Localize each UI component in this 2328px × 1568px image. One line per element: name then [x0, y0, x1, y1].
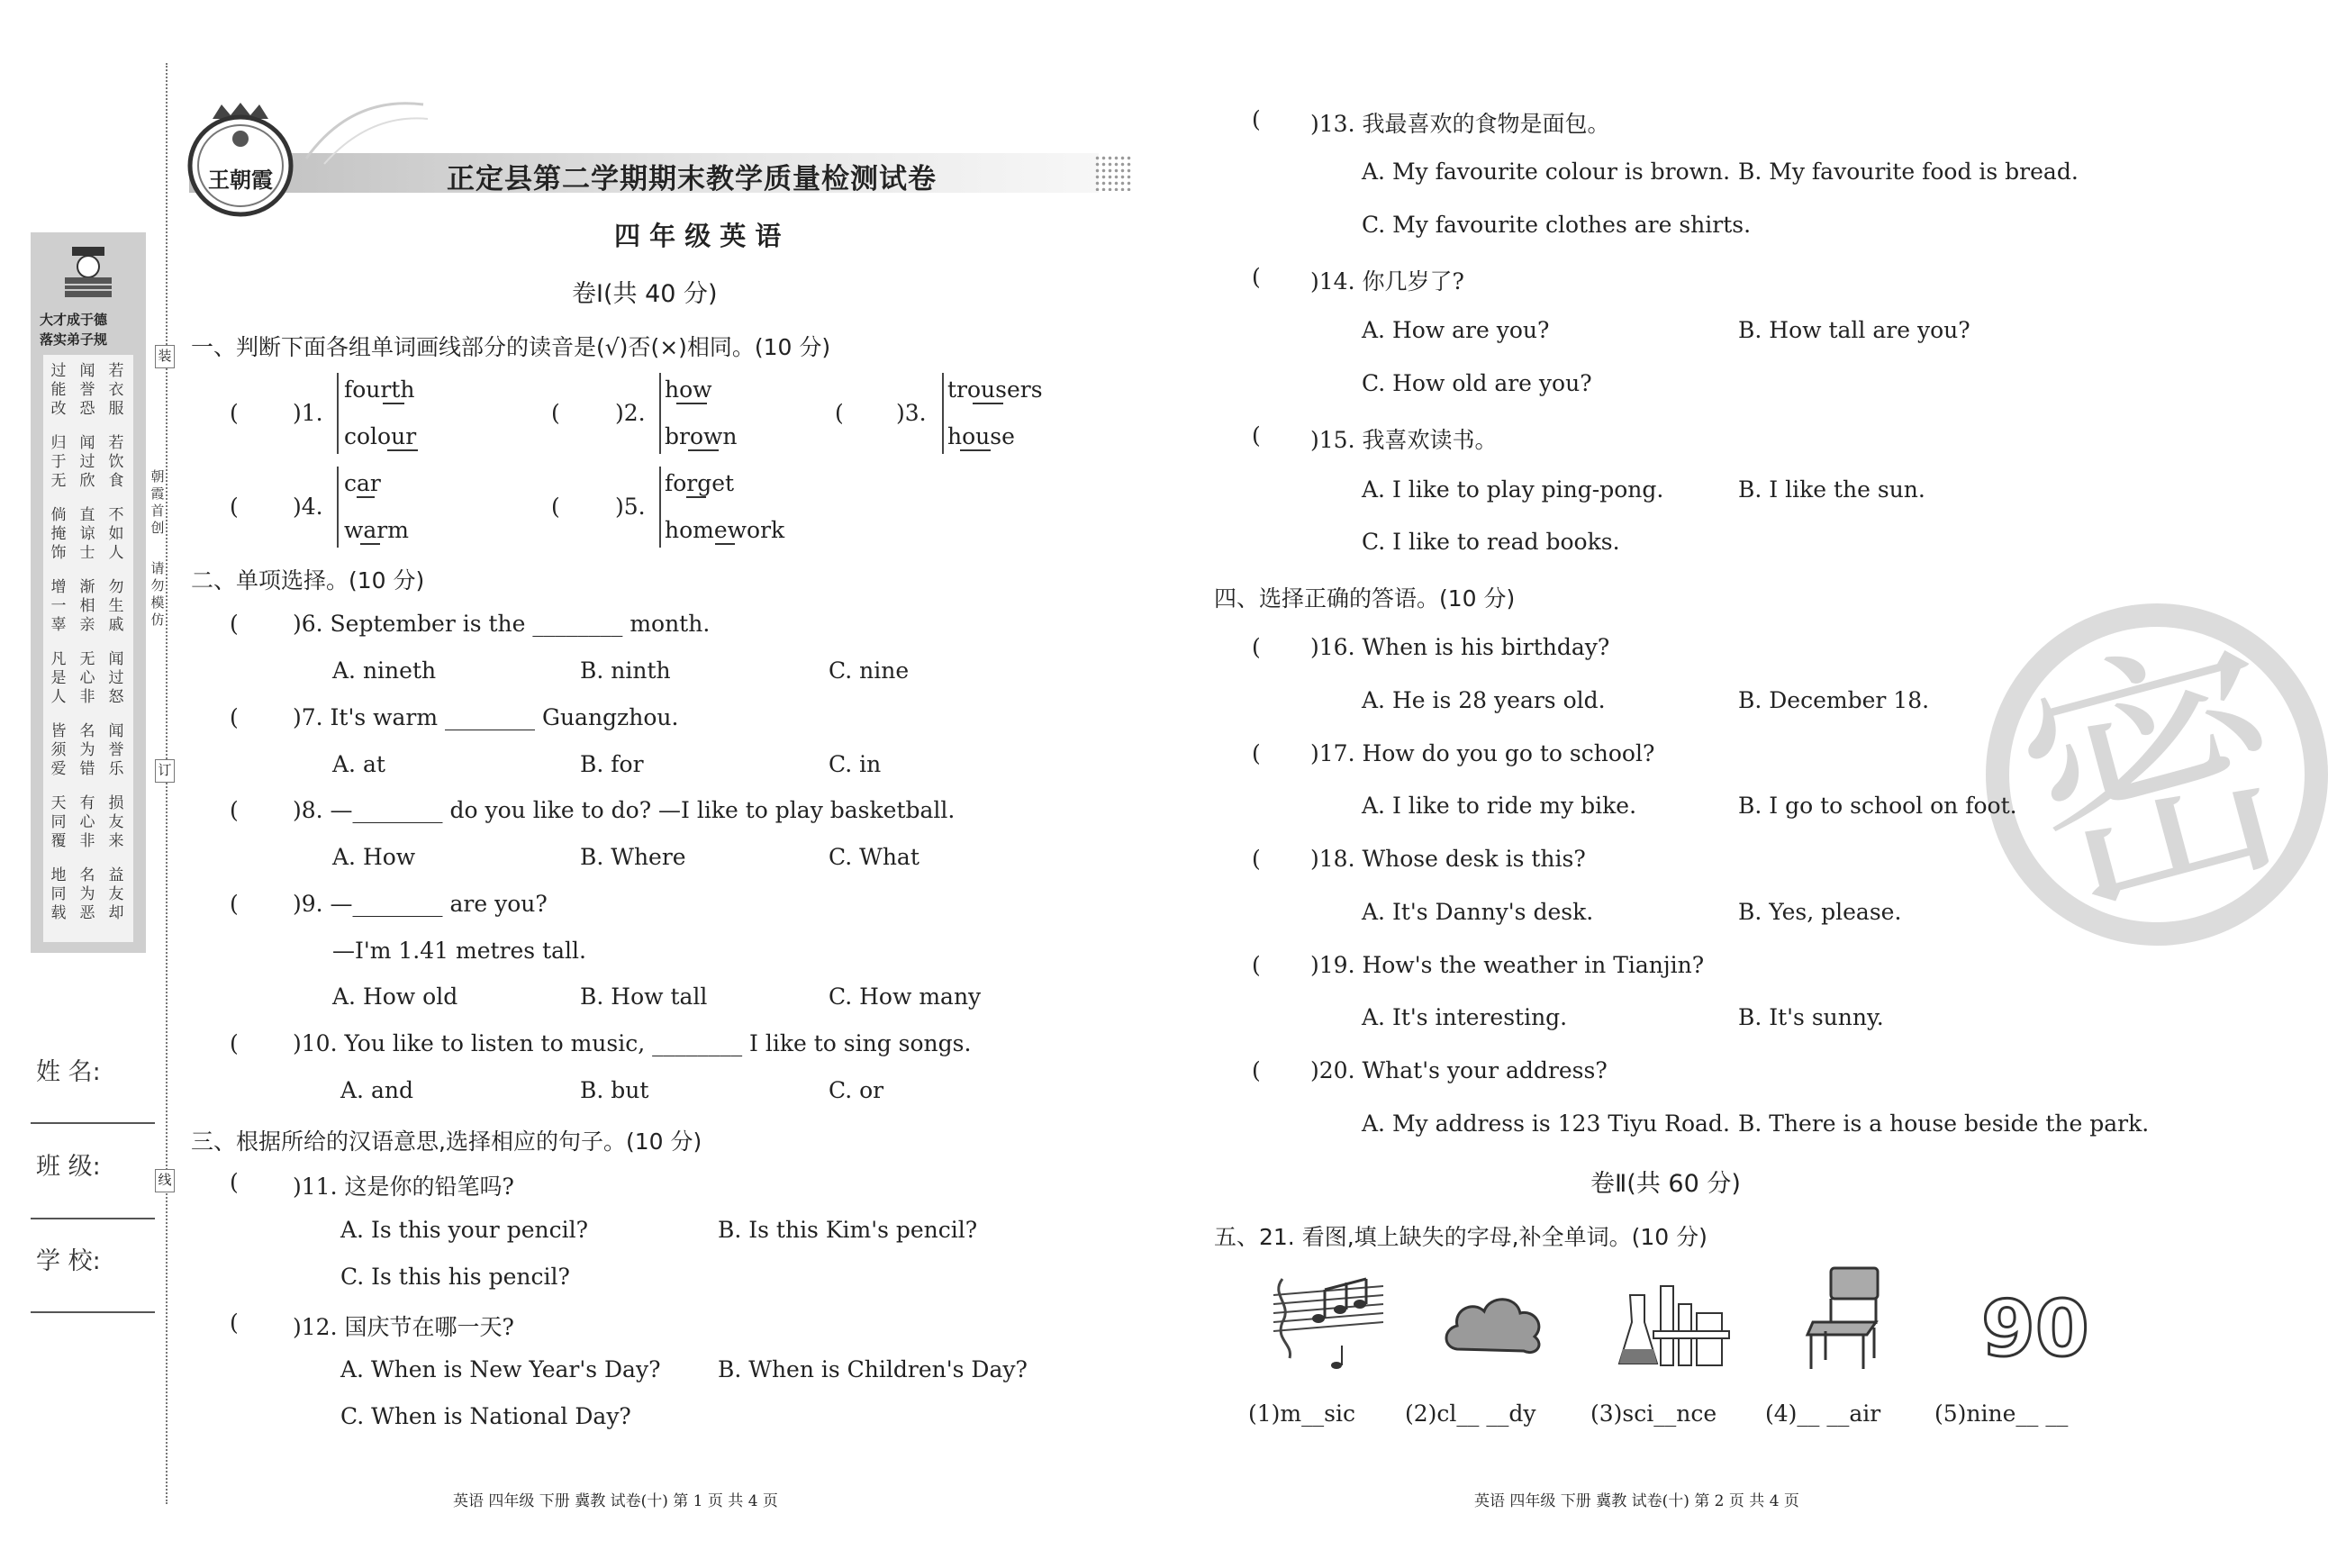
q13-option-b: B. My favourite food is bread. — [1738, 159, 2079, 185]
q6-option-b: B. ninth — [580, 657, 671, 684]
maxim-column: 有心非 — [79, 794, 95, 850]
q2-bracket — [659, 373, 661, 454]
maxim-column: 名为恶 — [79, 866, 95, 922]
q6-text: )6. September is the ________ month. — [293, 611, 711, 637]
q5-bracket — [659, 467, 661, 548]
q14-option-b: B. How tall are you? — [1738, 317, 1970, 343]
maxim-column: 天同覆 — [50, 794, 67, 850]
maxims-box — [43, 355, 133, 942]
q19-option-a: A. It's interesting. — [1362, 1004, 1568, 1030]
school-field[interactable] — [31, 1311, 155, 1313]
maxim-column: 若饮食 — [108, 434, 124, 490]
q3-word1: trousers — [947, 376, 1043, 403]
fill-word-5: (5)nine__ __ — [1934, 1400, 2069, 1427]
q4-underline2 — [360, 543, 380, 545]
q1-underline2 — [387, 449, 418, 451]
q18-option-b: B. Yes, please. — [1738, 899, 1902, 925]
q16-text: )16. When is his birthday? — [1310, 634, 1610, 660]
q14-option-c: C. How old are you? — [1362, 370, 1592, 396]
q7-option-b: B. for — [580, 751, 644, 777]
q5-underline2 — [715, 543, 735, 545]
q11-text: )11. 这是你的铅笔吗? — [293, 1174, 514, 1200]
q12-text: )12. 国庆节在哪一天? — [293, 1314, 514, 1340]
q18-option-a: A. It's Danny's desk. — [1362, 899, 1594, 925]
maxim-column: 归于无 — [50, 434, 67, 490]
q19-text: )19. How's the weather in Tianjin? — [1310, 952, 1705, 978]
margin-note: 朝霞首创 — [150, 468, 165, 536]
q4-num: )4. — [293, 494, 323, 520]
q4-underline1 — [357, 496, 375, 498]
section1-heading: 一、判断下面各组单词画线部分的读音是(√)否(×)相同。(10 分) — [191, 334, 831, 360]
maxim-column: 不如人 — [108, 506, 124, 562]
q10-option-c: C. or — [829, 1077, 884, 1103]
watermark-char: 密 — [1992, 599, 2323, 960]
q12-option-c: C. When is National Day? — [340, 1403, 631, 1429]
maxim-column: 凡是人 — [50, 650, 67, 706]
q2-word2: brown — [665, 423, 738, 449]
q1-num: )1. — [293, 400, 323, 426]
q10-paren: ( — [230, 1030, 239, 1056]
q1-underline1 — [383, 403, 404, 404]
q13-option-c: C. My favourite clothes are shirts. — [1362, 212, 1752, 238]
q20-text: )20. What's your address? — [1310, 1057, 1608, 1083]
exam-title: 正定县第二学期期末教学质量检测试卷 — [447, 163, 937, 195]
page2-footer: 英语 四年级 下册 冀教 试卷(十) 第 2 页 共 4 页 — [1474, 1492, 1799, 1510]
banner-ribbon — [297, 95, 432, 171]
fill-word-3: (3)sci__nce — [1590, 1400, 1717, 1427]
fill-word-1: (1)m__sic — [1248, 1400, 1355, 1427]
q3-paren: ( — [835, 400, 844, 426]
q5-num: )5. — [615, 494, 646, 520]
q11-option-c: C. Is this his pencil? — [340, 1264, 570, 1290]
maxim-column: 皆须爱 — [50, 722, 67, 778]
school-label: 学 校: — [36, 1247, 101, 1275]
q11-paren: ( — [230, 1169, 239, 1195]
q9-option-c: C. How many — [829, 983, 982, 1010]
maxim-column: 地同载 — [50, 866, 67, 922]
q18-text: )18. Whose desk is this? — [1310, 846, 1586, 872]
part1-title: 卷Ⅰ(共 40 分) — [572, 280, 718, 308]
q1-paren: ( — [230, 400, 239, 426]
watermark-stamp — [1986, 599, 2328, 960]
cloud-icon — [1441, 1288, 1547, 1358]
q1-word1: fourth — [344, 376, 415, 403]
q6-paren: ( — [230, 611, 239, 637]
q1-bracket — [337, 373, 339, 454]
q3-underline1 — [973, 403, 1003, 404]
maxim-column: 勿生戚 — [108, 578, 124, 634]
q14-option-a: A. How are you? — [1362, 317, 1550, 343]
q6-option-c: C. nine — [829, 657, 910, 684]
maxim-column: 益友却 — [108, 866, 124, 922]
q15-option-b: B. I like the sun. — [1738, 476, 1925, 503]
q4-paren: ( — [230, 494, 239, 520]
q2-num: )2. — [615, 400, 646, 426]
chair-icon — [1804, 1264, 1885, 1373]
q10-option-b: B. but — [580, 1077, 649, 1103]
seal-mark-box: 装 — [155, 345, 175, 368]
q3-word2: house — [947, 423, 1015, 449]
q8-text: )8. —________ do you like to do? —I like to play basketball. — [293, 797, 956, 823]
q13-text: )13. 我最喜欢的食物是面包。 — [1310, 111, 1610, 137]
q8-paren: ( — [230, 797, 239, 823]
maxim-column: 闻过欣 — [79, 434, 95, 490]
q1-word2: colour — [344, 423, 417, 449]
margin-note: 请勿模仿 — [150, 560, 165, 628]
q12-option-b: B. When is Children's Day? — [718, 1356, 1028, 1382]
q20-option-a: A. My address is 123 Tiyu Road. — [1362, 1110, 1730, 1137]
q15-text: )15. 我喜欢读书。 — [1310, 427, 1498, 453]
sidebar-panel — [31, 232, 146, 953]
page1-footer: 英语 四年级 下册 冀教 试卷(十) 第 1 页 共 4 页 — [453, 1492, 778, 1510]
motto-line-2: 落实弟子规 — [40, 331, 108, 348]
seal-mark-box: 订 — [155, 759, 175, 783]
fill-word-4: (4)__ __air — [1765, 1400, 1881, 1427]
logo-text: 王朝霞 — [208, 167, 273, 193]
q9-option-a: A. How old — [332, 983, 458, 1010]
q14-text: )14. 你几岁了? — [1310, 268, 1464, 295]
q7-option-c: C. in — [829, 751, 882, 777]
section5-heading: 五、21. 看图,填上缺失的字母,补全单词。(10 分) — [1214, 1224, 1708, 1250]
q9-option-b: B. How tall — [580, 983, 708, 1010]
class-label: 班 级: — [36, 1153, 101, 1181]
q17-option-b: B. I go to school on foot. — [1738, 793, 2017, 819]
fill-word-2: (2)cl__ __dy — [1405, 1400, 1536, 1427]
maxim-column: 损友来 — [108, 794, 124, 850]
q10-option-a: A. and — [340, 1077, 413, 1103]
q11-option-b: B. Is this Kim's pencil? — [718, 1217, 978, 1243]
q5-paren: ( — [551, 494, 560, 520]
maxim-column: 直谅士 — [79, 506, 95, 562]
logo-badge — [186, 101, 295, 218]
q17-paren: ( — [1252, 740, 1261, 766]
q11-option-a: A. Is this your pencil? — [340, 1217, 588, 1243]
q13-paren: ( — [1252, 106, 1261, 132]
number-90-image: 90 — [1981, 1284, 2089, 1374]
q3-underline2 — [960, 449, 991, 451]
dotted-binding-line — [166, 63, 168, 1504]
seal-mark-box: 线 — [155, 1169, 175, 1192]
q17-option-a: A. I like to ride my bike. — [1362, 793, 1637, 819]
q16-option-b: B. December 18. — [1738, 687, 1930, 713]
q8-option-b: B. Where — [580, 844, 686, 870]
q16-option-a: A. He is 28 years old. — [1362, 687, 1606, 713]
q14-paren: ( — [1252, 264, 1261, 290]
q7-option-a: A. at — [332, 751, 385, 777]
music-notes-icon — [1266, 1268, 1389, 1376]
q17-text: )17. How do you go to school? — [1310, 740, 1655, 766]
subject-title: 四 年 级 英 语 — [614, 221, 782, 251]
maxim-column: 无心非 — [79, 650, 95, 706]
q15-option-c: C. I like to read books. — [1362, 529, 1620, 555]
section2-heading: 二、单项选择。(10 分) — [191, 567, 425, 594]
q2-underline2 — [688, 449, 719, 451]
q2-underline1 — [676, 403, 707, 404]
q20-option-b: B. There is a house beside the park. — [1738, 1110, 2150, 1137]
q9-paren: ( — [230, 891, 239, 917]
name-label: 姓 名: — [36, 1058, 101, 1086]
maxim-column: 过能改 — [50, 362, 67, 418]
q8-option-a: A. How — [332, 844, 416, 870]
q19-paren: ( — [1252, 952, 1261, 978]
maxim-column: 渐相亲 — [79, 578, 95, 634]
maxim-column: 倘掩饰 — [50, 506, 67, 562]
q13-option-a: A. My favourite colour is brown. — [1362, 159, 1731, 185]
q4-word1: car — [344, 470, 381, 496]
q5-word1: forget — [665, 470, 735, 496]
q2-paren: ( — [551, 400, 560, 426]
q4-word2: warm — [344, 517, 409, 543]
q8-option-c: C. What — [829, 844, 919, 870]
q9-text: )9. —________ are you? — [293, 891, 548, 917]
q10-text: )10. You like to listen to music, ________ I like to sing songs. — [293, 1030, 972, 1056]
maxim-column: 若衣服 — [108, 362, 124, 418]
q15-option-a: A. I like to play ping-pong. — [1362, 476, 1664, 503]
q20-paren: ( — [1252, 1057, 1261, 1083]
section4-heading: 四、选择正确的答语。(10 分) — [1214, 585, 1516, 612]
q7-paren: ( — [230, 704, 239, 730]
name-field[interactable] — [31, 1122, 155, 1124]
q12-option-a: A. When is New Year's Day? — [340, 1356, 661, 1382]
scholar-figure-icon — [59, 245, 117, 301]
maxim-column: 闻誉乐 — [108, 722, 124, 778]
q2-word1: how — [665, 376, 712, 403]
q3-bracket — [942, 373, 944, 454]
maxim-column: 名为错 — [79, 722, 95, 778]
q16-paren: ( — [1252, 634, 1261, 660]
q19-option-b: B. It's sunny. — [1738, 1004, 1884, 1030]
q5-word2: homework — [665, 517, 785, 543]
maxim-column: 增一辜 — [50, 578, 67, 634]
maxim-column: 闻誉恐 — [79, 362, 95, 418]
q15-paren: ( — [1252, 422, 1261, 449]
q3-num: )3. — [896, 400, 927, 426]
science-flasks-icon — [1617, 1277, 1729, 1371]
section3-heading: 三、根据所给的汉语意思,选择相应的句子。(10 分) — [191, 1128, 702, 1155]
q6-option-a: A. nineth — [332, 657, 437, 684]
q9-line2: —I'm 1.41 metres tall. — [332, 938, 586, 964]
motto-line-1: 大才成于德 — [40, 312, 108, 328]
maxim-column: 闻过怒 — [108, 650, 124, 706]
q4-bracket — [337, 467, 339, 548]
part2-title: 卷Ⅱ(共 60 分) — [1590, 1170, 1741, 1198]
q7-text: )7. It's warm ________ Guangzhou. — [293, 704, 679, 730]
q12-paren: ( — [230, 1310, 239, 1336]
q5-underline1 — [686, 496, 706, 498]
class-field[interactable] — [31, 1218, 155, 1219]
banner-dots — [1094, 155, 1132, 191]
q18-paren: ( — [1252, 846, 1261, 872]
